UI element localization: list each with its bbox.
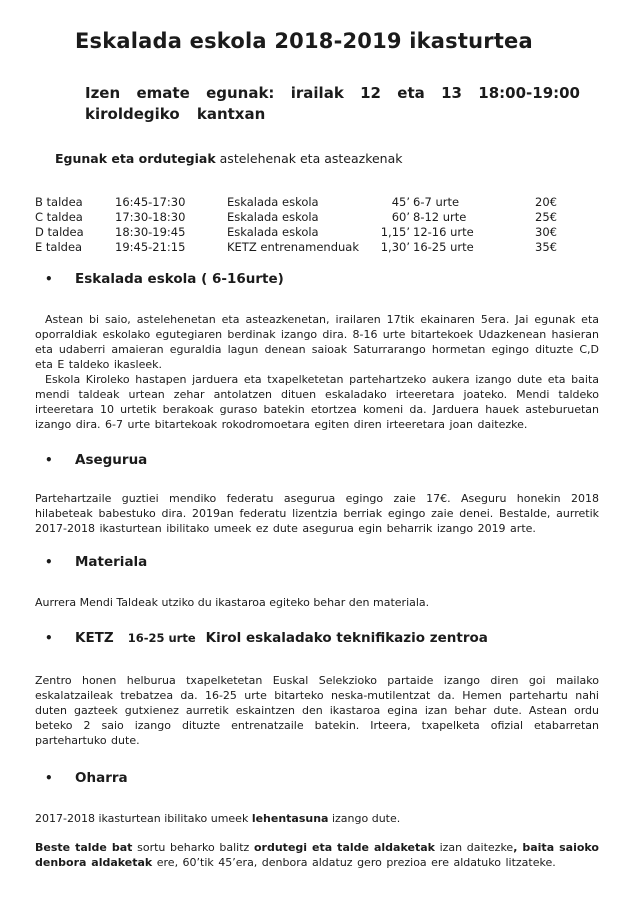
activity-cell: Eskalada eskola [227,210,319,224]
ketz-heading-ages: 16-25 urte [127,631,196,645]
section-heading-label: Materiala [75,554,148,570]
schedule-table [35,195,600,255]
group-cell: E taldea [35,240,83,254]
paragraph-ketz: Zentro honen helburua txapelketetan Euskal Selekzioko partaide izango diren goi mailako eskalatzaileak trebatzea da. 16-25 urte bitarteko neska-mutilentzat da. Hemen partehartu nahi duten gazteek gutxienez aurretik eskaintzen den ikastaroa egina izan behar dute. Astean ordu beteko 2 saio izango dituzte entrenatzaile batekin. Irteera, txapelketa ofizial etabarretan partehartuko dute. [35,674,599,747]
time-cell: 17:30-18:30 [115,210,186,224]
group-cell: C taldea [35,210,83,224]
ketz-heading-rest: Kirol eskaladako teknifikazio zentroa [205,630,488,646]
ketz-heading-main: KETZ [75,630,114,646]
section-heading-oharra [45,770,600,787]
section-heading-label: Asegurua [75,452,148,468]
group-cell: D taldea [35,225,84,239]
activity-cell: KETZ entrenamenduak [227,240,359,254]
bullet-icon: • [45,555,53,569]
section-heading-label: Eskalada eskola ( 6-16urte) [75,271,284,287]
paragraph-materiala: Aurrera Mendi Taldeak utziko du ikastaroa egiteko behar den materiala. [35,596,430,609]
bullet-icon: • [45,453,53,467]
paragraph-oharra-2: Beste talde bat sortu beharko balitz ordutegi eta talde aldaketak izan daitezke, baita saioko denbora aldaketak ere, 60’tik 45’era, denbora aldatuz gero prezioa ere aldatuko litzateke. [35,841,599,869]
paragraph-oharra-1: 2017-2018 ikasturtean ibilitako umeek lehentasuna izango dute. [35,812,401,825]
duration-cell: 1,15’ [380,225,410,239]
price-cell: 35€ [535,240,557,254]
page-title: Eskalada eskola 2018-2019 ikasturtea [75,29,533,53]
table-row [35,210,600,225]
price-cell: 30€ [535,225,557,239]
section-heading-materiala [45,554,600,571]
group-cell: B taldea [35,195,83,209]
registration-line-1: Izen emate egunak: irailak 12 eta 13 18:00-19:00 [85,84,580,102]
table-row [35,195,600,210]
bullet-icon: • [45,631,53,645]
duration-cell: 60’ [391,210,410,224]
price-cell: 25€ [535,210,557,224]
duration-cell: 45’ [391,195,410,209]
ages-cell: 16-25 urte [413,240,474,254]
ages-cell: 8-12 urte [413,210,467,224]
time-cell: 18:30-19:45 [115,225,186,239]
ages-cell: 12-16 urte [413,225,474,239]
price-cell: 20€ [535,195,557,209]
registration-subtitle [85,83,580,125]
days-hours-heading [55,151,600,166]
section-heading-label: Oharra [75,770,128,786]
paragraph-eskola-2: Eskola Kiroleko hastapen jarduera eta txapelketetan partehartzeko aukera izango dute eta baita mendi taldeak urtean zehar antolatzen dituen eskaladako irteeretara joateko. Mendi taldeko irteeretara 10 urtetik berakoak guraso batekin etortzea komeni da. Jarduera hauek asteburuetan izango dira. 6-7 urte bitartekoak rokodromoetara egiten diren irteeretara joan daitezke. [35,373,599,431]
duration-cell: 1,30’ [380,240,410,254]
paragraph-eskola-1: Astean bi saio, astelehenetan eta asteazkenetan, irailaren 17tik ekainaren 5era. Jai egunak eta oporraldiak eskolako egutegiaren berdinak izango dira. 8-16 urte bitartekoek Udazkenean hasieran eta udaberri amaieran eguraldia lagun denean saioak Saturrarango hormetan egingo dituzte C,D eta E taldeko ikasleek. [35,313,599,371]
days-hours-label: Egunak eta ordutegiak [55,151,216,166]
section-heading-eskola [45,271,600,288]
registration-line-2: kiroldegiko kantxan [85,105,266,123]
bullet-icon: • [45,771,53,785]
activity-cell: Eskalada eskola [227,195,319,209]
time-cell: 16:45-17:30 [115,195,186,209]
table-row [35,225,600,240]
section-heading-ketz [45,630,600,647]
table-row [35,240,600,255]
time-cell: 19:45-21:15 [115,240,186,254]
section-heading-asegurua [45,452,600,469]
bullet-icon: • [45,272,53,286]
ages-cell: 6-7 urte [413,195,460,209]
activity-cell: Eskalada eskola [227,225,319,239]
paragraph-asegurua: Partehartzaile guztiei mendiko federatu asegurua egingo zaie 17€. Aseguru honekin 2018 hilabeteak babestuko dira. 2019an federatu lizentzia berriak egingo zaie denei. Bestalde, aurretik 2017-2018 ikasturtean ibilitako umeek ez dute asegurua egin beharrik izango 2019 arte. [35,492,599,535]
days-hours-value: astelehenak eta asteazkenak [215,151,403,166]
